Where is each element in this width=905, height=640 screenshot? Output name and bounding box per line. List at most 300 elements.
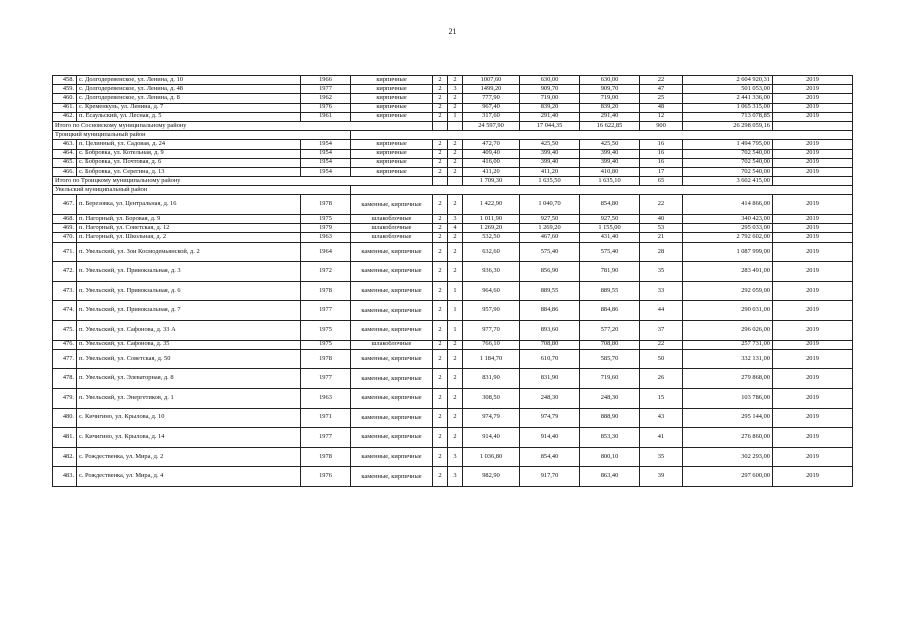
row-floors: 2 xyxy=(433,320,448,340)
row-area-residential: 888,90 xyxy=(580,408,640,428)
row-total-area: 967,40 xyxy=(463,103,520,112)
row-term: 2019 xyxy=(773,103,853,112)
row-number: 482. xyxy=(53,447,77,467)
total-empty-entrances xyxy=(448,177,463,186)
row-area-residential: 577,20 xyxy=(580,320,640,340)
row-number: 478. xyxy=(53,369,77,389)
row-term: 2019 xyxy=(773,167,853,176)
row-wall-material: каменные, кирпичные xyxy=(351,447,433,467)
row-floors: 2 xyxy=(433,149,448,158)
row-term: 2019 xyxy=(773,195,853,215)
table-row xyxy=(53,301,853,321)
row-address: с. Бобровка, ул. Серегина, д. 13 xyxy=(77,167,301,176)
row-entrances: 2 xyxy=(448,428,463,448)
row-residents: 53 xyxy=(640,224,683,233)
row-area-premises: 399,40 xyxy=(520,149,580,158)
row-cost: 276 860,00 xyxy=(683,428,773,448)
row-residents: 40 xyxy=(640,215,683,224)
row-residents: 22 xyxy=(640,195,683,215)
row-term: 2019 xyxy=(773,447,853,467)
row-total-area: 777,90 xyxy=(463,94,520,103)
row-wall-material: каменные, кирпичные xyxy=(351,281,433,301)
row-entrances: 2 xyxy=(448,262,463,282)
table-row xyxy=(53,140,853,149)
row-number: 460. xyxy=(53,94,77,103)
row-year: 1976 xyxy=(301,103,351,112)
row-year: 1976 xyxy=(301,467,351,487)
row-total-area: 317,60 xyxy=(463,112,520,121)
row-area-residential: 719,60 xyxy=(580,369,640,389)
row-area-residential: 248,30 xyxy=(580,388,640,408)
row-wall-material: каменные, кирпичные xyxy=(351,262,433,282)
row-number: 480. xyxy=(53,408,77,428)
row-area-premises: 917,70 xyxy=(520,467,580,487)
row-wall-material: кирпичные xyxy=(351,149,433,158)
row-entrances: 2 xyxy=(448,76,463,85)
row-area-residential: 909,70 xyxy=(580,85,640,94)
page-number: 21 xyxy=(448,27,457,36)
row-area-premises: 909,70 xyxy=(520,85,580,94)
row-area-residential: 410,80 xyxy=(580,167,640,176)
row-area-residential: 399,40 xyxy=(580,149,640,158)
row-year: 1966 xyxy=(301,76,351,85)
row-entrances: 2 xyxy=(448,340,463,349)
table-row xyxy=(53,388,853,408)
row-year: 1972 xyxy=(301,262,351,282)
row-wall-material: кирпичные xyxy=(351,85,433,94)
row-area-residential: 839,20 xyxy=(580,103,640,112)
total-area-premises: 1 635,50 xyxy=(520,177,580,186)
row-entrances: 3 xyxy=(448,215,463,224)
row-total-area: 411,20 xyxy=(463,167,520,176)
row-number: 464. xyxy=(53,149,77,158)
total-residents: 65 xyxy=(640,177,683,186)
row-address: п. Увельский, ул. Привокзальная, д. 6 xyxy=(77,281,301,301)
row-number: 468. xyxy=(53,215,77,224)
total-area-residential: 16 622,85 xyxy=(580,121,640,130)
row-wall-material: каменные, кирпичные xyxy=(351,320,433,340)
row-floors: 2 xyxy=(433,340,448,349)
row-cost: 332 131,00 xyxy=(683,349,773,369)
table-row xyxy=(53,94,853,103)
row-area-premises: 839,20 xyxy=(520,103,580,112)
row-area-premises: 914,40 xyxy=(520,428,580,448)
row-area-premises: 575,40 xyxy=(520,242,580,262)
row-total-area: 766,10 xyxy=(463,340,520,349)
row-cost: 702 540,00 xyxy=(683,158,773,167)
row-number: 474. xyxy=(53,301,77,321)
row-total-area: 964,60 xyxy=(463,281,520,301)
row-number: 458. xyxy=(53,76,77,85)
row-floors: 2 xyxy=(433,428,448,448)
row-residents: 16 xyxy=(640,140,683,149)
row-address: с. Рождественка, ул. Мира, д. 4 xyxy=(77,467,301,487)
table-row xyxy=(53,195,853,215)
row-cost: 702 540,00 xyxy=(683,149,773,158)
row-cost: 713 078,85 xyxy=(683,112,773,121)
total-label: Итого по Сосновскому муниципальному району xyxy=(53,121,433,130)
row-address: п. Увельский, ул. Привокзальная, д. 3 xyxy=(77,262,301,282)
table-row xyxy=(53,85,853,94)
row-address: п. Увельский, ул. Зои Космодемьянской, д. 2 xyxy=(77,242,301,262)
row-term: 2019 xyxy=(773,94,853,103)
table-row xyxy=(53,215,853,224)
row-total-area: 308,50 xyxy=(463,388,520,408)
row-year: 1975 xyxy=(301,215,351,224)
row-area-residential: 854,80 xyxy=(580,195,640,215)
row-entrances: 2 xyxy=(448,408,463,428)
row-floors: 2 xyxy=(433,158,448,167)
total-area-premises: 17 044,35 xyxy=(520,121,580,130)
row-total-area: 831,90 xyxy=(463,369,520,389)
row-residents: 15 xyxy=(640,388,683,408)
row-entrances: 2 xyxy=(448,369,463,389)
section-header-row xyxy=(53,131,853,140)
row-wall-material: кирпичные xyxy=(351,103,433,112)
row-residents: 50 xyxy=(640,349,683,369)
row-area-premises: 884,86 xyxy=(520,301,580,321)
row-area-premises: 974,79 xyxy=(520,408,580,428)
row-number: 462. xyxy=(53,112,77,121)
row-term: 2019 xyxy=(773,76,853,85)
row-address: п. Березовка, ул. Центральная, д. 16 xyxy=(77,195,301,215)
row-number: 473. xyxy=(53,281,77,301)
table-row xyxy=(53,369,853,389)
row-address: п. Целинный, ул. Садовая, д. 24 xyxy=(77,140,301,149)
total-row xyxy=(53,121,853,130)
row-cost: 295 033,00 xyxy=(683,224,773,233)
row-entrances: 1 xyxy=(448,281,463,301)
table-row xyxy=(53,103,853,112)
row-area-premises: 708,80 xyxy=(520,340,580,349)
row-residents: 33 xyxy=(640,281,683,301)
table-row xyxy=(53,467,853,487)
row-cost: 340 423,00 xyxy=(683,215,773,224)
row-area-residential: 889,55 xyxy=(580,281,640,301)
row-residents: 16 xyxy=(640,158,683,167)
row-cost: 297 600,00 xyxy=(683,467,773,487)
table-row xyxy=(53,281,853,301)
row-term: 2019 xyxy=(773,388,853,408)
row-cost: 279 868,00 xyxy=(683,369,773,389)
row-total-area: 974,79 xyxy=(463,408,520,428)
row-residents: 43 xyxy=(640,408,683,428)
row-residents: 35 xyxy=(640,447,683,467)
row-total-area: 957,90 xyxy=(463,301,520,321)
row-cost: 1 065 315,00 xyxy=(683,103,773,112)
row-term: 2019 xyxy=(773,112,853,121)
row-floors: 2 xyxy=(433,369,448,389)
row-area-premises: 856,90 xyxy=(520,262,580,282)
row-residents: 16 xyxy=(640,149,683,158)
row-number: 475. xyxy=(53,320,77,340)
row-address: с. Долгодеревенское, ул. Ленина, д. 8 xyxy=(77,94,301,103)
row-address: с. Рождественка, ул. Мира, д. 2 xyxy=(77,447,301,467)
row-entrances: 2 xyxy=(448,149,463,158)
row-year: 1954 xyxy=(301,149,351,158)
row-cost: 2 792 602,00 xyxy=(683,233,773,242)
row-year: 1954 xyxy=(301,140,351,149)
row-address: с. Кичигино, ул. Крылова, д. 14 xyxy=(77,428,301,448)
row-wall-material: каменные, кирпичные xyxy=(351,242,433,262)
row-floors: 2 xyxy=(433,242,448,262)
row-total-area: 632,60 xyxy=(463,242,520,262)
row-total-area: 982,90 xyxy=(463,467,520,487)
row-area-premises: 467,60 xyxy=(520,233,580,242)
row-floors: 2 xyxy=(433,388,448,408)
row-total-area: 1499,20 xyxy=(463,85,520,94)
row-year: 1963 xyxy=(301,233,351,242)
row-entrances: 2 xyxy=(448,158,463,167)
row-cost: 2 441 336,00 xyxy=(683,94,773,103)
row-year: 1975 xyxy=(301,340,351,349)
row-year: 1971 xyxy=(301,408,351,428)
row-area-premises: 411,20 xyxy=(520,167,580,176)
row-cost: 1 087 999,00 xyxy=(683,242,773,262)
row-area-residential: 431,40 xyxy=(580,233,640,242)
row-area-residential: 1 155,00 xyxy=(580,224,640,233)
row-wall-material: шлакоблочные xyxy=(351,215,433,224)
row-term: 2019 xyxy=(773,158,853,167)
row-term: 2019 xyxy=(773,233,853,242)
table-row xyxy=(53,320,853,340)
row-term: 2019 xyxy=(773,320,853,340)
row-total-area: 472,70 xyxy=(463,140,520,149)
row-entrances: 2 xyxy=(448,140,463,149)
row-number: 479. xyxy=(53,388,77,408)
section-empty-cell xyxy=(351,186,853,195)
row-floors: 2 xyxy=(433,301,448,321)
row-term: 2019 xyxy=(773,349,853,369)
row-number: 472. xyxy=(53,262,77,282)
row-area-premises: 889,55 xyxy=(520,281,580,301)
row-wall-material: каменные, кирпичные xyxy=(351,301,433,321)
row-wall-material: кирпичные xyxy=(351,94,433,103)
row-floors: 2 xyxy=(433,447,448,467)
section-header-row xyxy=(53,186,853,195)
row-floors: 2 xyxy=(433,167,448,176)
row-term: 2019 xyxy=(773,85,853,94)
row-floors: 2 xyxy=(433,281,448,301)
row-wall-material: каменные, кирпичные xyxy=(351,388,433,408)
row-year: 1962 xyxy=(301,94,351,103)
total-area-residential: 1 635,10 xyxy=(580,177,640,186)
row-address: п. Увельский, ул. Сафонова, д. 35 xyxy=(77,340,301,349)
row-cost: 414 866,00 xyxy=(683,195,773,215)
row-wall-material: кирпичные xyxy=(351,76,433,85)
row-floors: 2 xyxy=(433,85,448,94)
row-area-residential: 863,40 xyxy=(580,467,640,487)
row-floors: 2 xyxy=(433,103,448,112)
row-area-premises: 630,00 xyxy=(520,76,580,85)
table-row xyxy=(53,340,853,349)
row-address: с. Долгодеревенское, ул. Ленина, д. 10 xyxy=(77,76,301,85)
row-year: 1975 xyxy=(301,320,351,340)
row-year: 1978 xyxy=(301,349,351,369)
row-wall-material: кирпичные xyxy=(351,112,433,121)
row-term: 2019 xyxy=(773,262,853,282)
total-area: 1 709,30 xyxy=(463,177,520,186)
row-floors: 2 xyxy=(433,224,448,233)
row-residents: 39 xyxy=(640,467,683,487)
row-address: п. Увельский, ул. Привокзальная, д. 7 xyxy=(77,301,301,321)
row-address: п. Есаульский, ул. Лесная, д. 5 xyxy=(77,112,301,121)
row-entrances: 2 xyxy=(448,103,463,112)
row-entrances: 1 xyxy=(448,320,463,340)
row-area-premises: 291,40 xyxy=(520,112,580,121)
total-residents: 900 xyxy=(640,121,683,130)
row-term: 2019 xyxy=(773,408,853,428)
row-area-residential: 585,70 xyxy=(580,349,640,369)
row-area-premises: 927,50 xyxy=(520,215,580,224)
row-address: п. Увельский, ул. Советская, д. 50 xyxy=(77,349,301,369)
row-year: 1961 xyxy=(301,112,351,121)
row-wall-material: каменные, кирпичные xyxy=(351,195,433,215)
total-empty-term xyxy=(773,177,853,186)
row-residents: 37 xyxy=(640,320,683,340)
row-cost: 283 491,00 xyxy=(683,262,773,282)
row-year: 1954 xyxy=(301,167,351,176)
row-floors: 2 xyxy=(433,349,448,369)
row-residents: 21 xyxy=(640,233,683,242)
row-area-premises: 425,50 xyxy=(520,140,580,149)
row-total-area: 1 036,80 xyxy=(463,447,520,467)
row-residents: 22 xyxy=(640,76,683,85)
row-area-residential: 708,80 xyxy=(580,340,640,349)
row-wall-material: каменные, кирпичные xyxy=(351,467,433,487)
row-wall-material: кирпичные xyxy=(351,167,433,176)
row-wall-material: каменные, кирпичные xyxy=(351,408,433,428)
row-wall-material: каменные, кирпичные xyxy=(351,349,433,369)
row-number: 459. xyxy=(53,85,77,94)
table-row xyxy=(53,428,853,448)
row-term: 2019 xyxy=(773,428,853,448)
total-row xyxy=(53,177,853,186)
row-year: 1977 xyxy=(301,428,351,448)
row-address: с. Бобровка, ул. Почтовая, д. 6 xyxy=(77,158,301,167)
row-cost: 702 540,00 xyxy=(683,167,773,176)
row-floors: 2 xyxy=(433,262,448,282)
row-entrances: 3 xyxy=(448,447,463,467)
row-total-area: 416,00 xyxy=(463,158,520,167)
row-year: 1978 xyxy=(301,447,351,467)
row-number: 477. xyxy=(53,349,77,369)
row-address: п. Увельский, ул. Энергетиков, д. 1 xyxy=(77,388,301,408)
row-number: 471. xyxy=(53,242,77,262)
row-year: 1964 xyxy=(301,242,351,262)
table-row xyxy=(53,149,853,158)
row-area-premises: 831,90 xyxy=(520,369,580,389)
row-total-area: 936,30 xyxy=(463,262,520,282)
total-label: Итого по Троицкому муниципальному району xyxy=(53,177,433,186)
buildings-table xyxy=(52,75,853,487)
row-term: 2019 xyxy=(773,467,853,487)
row-area-premises: 610,70 xyxy=(520,349,580,369)
row-cost: 296 026,00 xyxy=(683,320,773,340)
row-wall-material: каменные, кирпичные xyxy=(351,428,433,448)
row-floors: 2 xyxy=(433,76,448,85)
row-residents: 41 xyxy=(640,428,683,448)
row-cost: 103 786,00 xyxy=(683,388,773,408)
row-number: 469. xyxy=(53,224,77,233)
row-number: 461. xyxy=(53,103,77,112)
table-body xyxy=(53,76,853,487)
row-residents: 28 xyxy=(640,242,683,262)
row-term: 2019 xyxy=(773,281,853,301)
row-area-premises: 719,00 xyxy=(520,94,580,103)
row-entrances: 2 xyxy=(448,195,463,215)
row-cost: 292 059,00 xyxy=(683,281,773,301)
row-residents: 47 xyxy=(640,85,683,94)
row-term: 2019 xyxy=(773,301,853,321)
row-address: с. Бобровка, ул. Котельная, д. 9 xyxy=(77,149,301,158)
row-area-premises: 1 040,70 xyxy=(520,195,580,215)
row-wall-material: каменные, кирпичные xyxy=(351,369,433,389)
row-residents: 48 xyxy=(640,103,683,112)
row-address: с. Кременкуль, ул. Ленина, д. 7 xyxy=(77,103,301,112)
section-empty-cell xyxy=(351,131,853,140)
row-year: 1977 xyxy=(301,85,351,94)
row-total-area: 1 422,90 xyxy=(463,195,520,215)
row-area-residential: 575,40 xyxy=(580,242,640,262)
row-cost: 1 494 795,00 xyxy=(683,140,773,149)
table-row xyxy=(53,76,853,85)
row-floors: 2 xyxy=(433,215,448,224)
row-number: 476. xyxy=(53,340,77,349)
table-row xyxy=(53,167,853,176)
total-area: 24 597,90 xyxy=(463,121,520,130)
row-cost: 295 144,00 xyxy=(683,408,773,428)
row-area-residential: 927,50 xyxy=(580,215,640,224)
row-entrances: 3 xyxy=(448,85,463,94)
row-year: 1978 xyxy=(301,195,351,215)
row-address: с. Долгодеревенское, ул. Ленина, д. 48 xyxy=(77,85,301,94)
row-area-residential: 781,90 xyxy=(580,262,640,282)
row-number: 463. xyxy=(53,140,77,149)
row-year: 1979 xyxy=(301,224,351,233)
row-term: 2019 xyxy=(773,224,853,233)
table-row xyxy=(53,224,853,233)
row-entrances: 2 xyxy=(448,167,463,176)
row-term: 2019 xyxy=(773,242,853,262)
table-row xyxy=(53,158,853,167)
row-year: 1977 xyxy=(301,301,351,321)
row-area-premises: 893,60 xyxy=(520,320,580,340)
row-number: 465. xyxy=(53,158,77,167)
row-entrances: 2 xyxy=(448,242,463,262)
row-cost: 257 731,00 xyxy=(683,340,773,349)
row-wall-material: шлакоблочные xyxy=(351,340,433,349)
row-entrances: 1 xyxy=(448,112,463,121)
row-total-area: 977,70 xyxy=(463,320,520,340)
section-title: Троицкий муниципальный район xyxy=(53,131,351,140)
row-wall-material: шлакоблочные xyxy=(351,224,433,233)
row-residents: 44 xyxy=(640,301,683,321)
row-residents: 35 xyxy=(640,262,683,282)
row-cost: 501 053,00 xyxy=(683,85,773,94)
row-number: 467. xyxy=(53,195,77,215)
row-area-residential: 719,00 xyxy=(580,94,640,103)
row-area-premises: 854,40 xyxy=(520,447,580,467)
row-floors: 2 xyxy=(433,195,448,215)
row-entrances: 3 xyxy=(448,467,463,487)
row-residents: 25 xyxy=(640,94,683,103)
row-area-premises: 1 269,20 xyxy=(520,224,580,233)
row-entrances: 4 xyxy=(448,224,463,233)
total-empty-entrances xyxy=(448,121,463,130)
row-floors: 2 xyxy=(433,233,448,242)
total-empty-term xyxy=(773,121,853,130)
